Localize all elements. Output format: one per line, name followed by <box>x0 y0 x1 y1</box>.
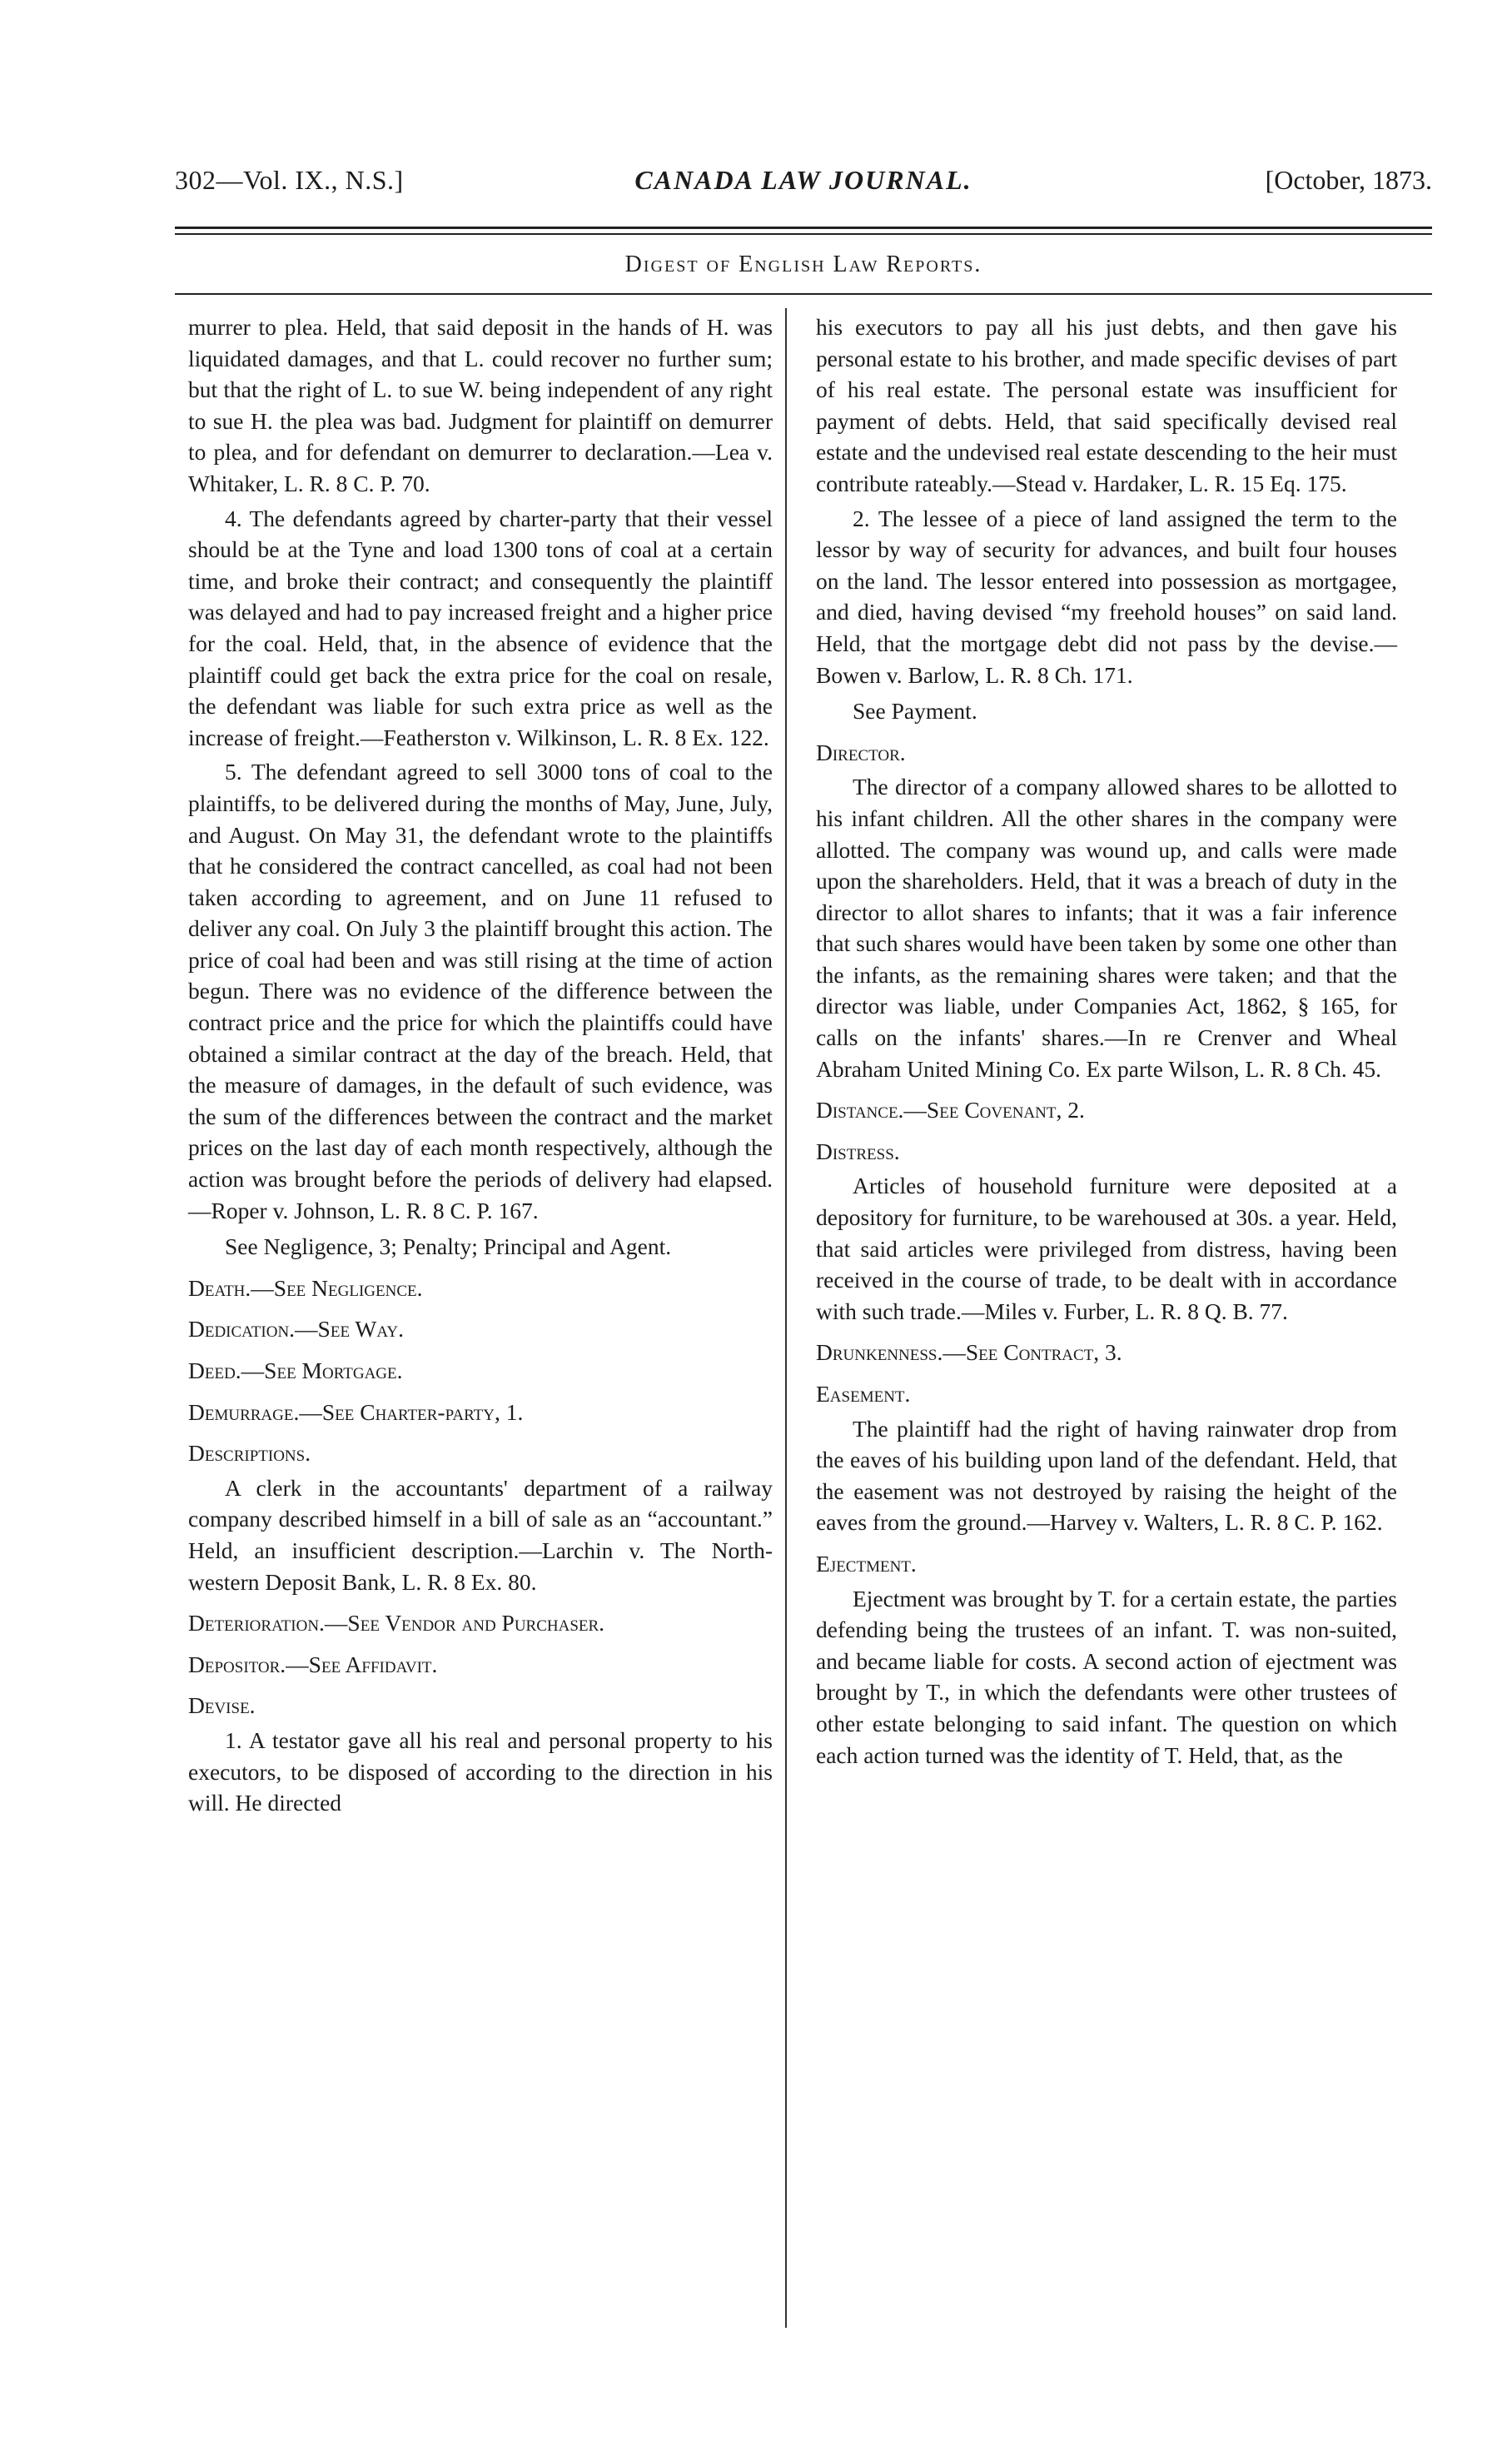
column-divider <box>785 308 787 2328</box>
digest-heading: Deed.—See Mortgage. <box>188 1358 403 1383</box>
paragraph: 5. The defendant agreed to sell 3000 tons of coal to the plaintiffs, to be delivered during the months of May, June, July, and August. On May 31, the defendant wrote to the plaintiffs that he considered the contract cancelled, as coal had not been taken according to agreement, and on June 11 refused to deliver any coal. On July 3 the plaintiff brought this action. The price of coal had been and was still rising at the time of action begun. There was no evidence of the difference between the contract price and the price for which the plaintiffs could have obtained a similar contract at the day of the breach. Held, that the measure of damages, in the default of such evidence, was the sum of the differences between the contract and the market prices on the last day of each month respectively, although the action was brought before the periods of delivery had elapsed.—Roper v. Johnson, L. R. 8 C. P. 167. <box>188 759 773 1223</box>
paragraph: The plaintiff had the right of having rainwater drop from the eaves of his building upon land of the defendant. Held, that the easement was not destroyed by raising the height of the eaves from the ground.—Harvey v. Walters, L. R. 8 C. P. 162. <box>816 1415 1397 1536</box>
digest-heading: Demurrage.—See Charter-party, 1. <box>188 1398 524 1425</box>
header-rule-top <box>175 227 1432 229</box>
paragraph: 2. The lessee of a piece of land assigned the term to the lessor by way of security for advances, and built four houses on the land. The lessor entered into possession as mortgagee, and died, having devised “my freehold houses” on said land. Held, that the mortgage debt did not pass by the devise.—Bowen v. Barlow, L. R. 8 Ch. 171. <box>816 505 1397 688</box>
digest-heading: Drunkenness.—See Contract, 3. <box>816 1339 1122 1366</box>
digest-heading: Director. <box>816 739 906 765</box>
paragraph: 1. A testator gave all his real and personal property to his executors, to be disposed of according to the direction in his will. He directed <box>188 1726 773 1816</box>
digest-heading: Devise. <box>188 1692 256 1719</box>
digest-heading: Distance.—See Covenant, 2. <box>816 1097 1085 1123</box>
digest-heading: Dedication.—See Way. <box>188 1316 404 1343</box>
section-title: Digest of English Law Reports. <box>624 252 982 277</box>
paragraph: Ejectment was brought by T. for a certain estate, the parties defending being the trustees of an infant. T. was non-suited, and became liable for costs. A second action of ejectment was brought by T., in which the defendants were other trustees of other estate belonging to said infant. The question on which each action turned was the identity of T. Held, that, as the <box>816 1585 1397 1768</box>
see-also-line: See Negligence, 3; Penalty; Principal and Agent. <box>225 1233 672 1260</box>
digest-heading: Distress. <box>816 1138 900 1164</box>
header-rule-bottom <box>175 233 1432 235</box>
running-header <box>175 165 1432 202</box>
digest-heading: Ejectment. <box>816 1550 917 1577</box>
paragraph: murrer to plea. Held, that said deposit in the hands of H. was liquidated damages, and that L. could recover no further sum; but that the right of L. to sue W. being independent of any right to sue H. the plea was bad. Judgment for plaintiff on demurrer to plea, and for defendant on demurrer to declaration.—Lea v. Whitaker, L. R. 8 C. P. 70. <box>188 314 773 496</box>
digest-heading: Death.—See Negligence. <box>188 1274 423 1301</box>
digest-heading: Descriptions. <box>188 1440 311 1467</box>
left-column <box>188 311 773 1819</box>
digest-heading: Deterioration.—See Vendor and Purchaser. <box>188 1610 605 1636</box>
subhead-rule <box>175 293 1432 295</box>
paragraph: Articles of household furniture were deposited at a depository for furniture, to be warehoused at 30s. a year. Held, that said articles were privileged from distress, having been received in the course of trade, to be dealt with in accordance with such trade.—Miles v. Furber, L. R. 8 Q. B. 77. <box>816 1173 1397 1324</box>
paragraph: his executors to pay all his just debts, and then gave his personal estate to his brother, and made specific devises of part of his real estate. The personal estate was insufficient for payment of debts. Held, that said specifically devised real estate and the undevised real estate descending to the heir must contribute rateably.—Stead v. Hardaker, L. R. 15 Eq. 175. <box>816 314 1397 496</box>
digest-heading: Easement. <box>816 1381 911 1407</box>
see-also-line: See Payment. <box>853 698 977 725</box>
paragraph: A clerk in the accountants' department of a railway company described himself in a bill of sale as an “accountant.” Held, an insufficient description.—Larchin v. The North-western Deposit Bank, L. R. 8 Ex. 80. <box>188 1474 773 1595</box>
right-column <box>816 311 1397 1771</box>
paragraph: 4. The defendants agreed by charter-party that their vessel should be at the Tyne and load 1300 tons of coal at a certain time, and broke their contract; and consequently the plaintiff was delayed and had to pay increased freight and a higher price for the coal. Held, that, in the absence of evidence that the plaintiff could get back the extra price for the coal on resale, the defendant was liable for such extra price as well as the increase of freight.—Featherston v. Wilkinson, L. R. 8 Ex. 122. <box>188 505 773 750</box>
journal-title: CANADA LAW JOURNAL. <box>634 165 972 195</box>
digest-heading: Depositor.—See Affidavit. <box>188 1651 438 1677</box>
issue-date: [October, 1873. <box>1265 165 1432 195</box>
page-volume-label: 302—Vol. IX., N.S.] <box>175 165 404 195</box>
paragraph: The director of a company allowed shares to be allotted to his infant children. All the other shares in the company were allotted. The company was wound up, and calls were made upon the shareholders. Held, that it was a breach of duty in the director to allot shares to infants; that it was a fair inference that such shares would have been taken by some one other than the infants, as the remaining shares were taken; and that the director was liable, under Companies Act, 1862, § 165, for calls on the infants' shares.—In re Crenver and Wheal Abraham United Mining Co. Ex parte Wilson, L. R. 8 Ch. 45. <box>816 774 1397 1082</box>
